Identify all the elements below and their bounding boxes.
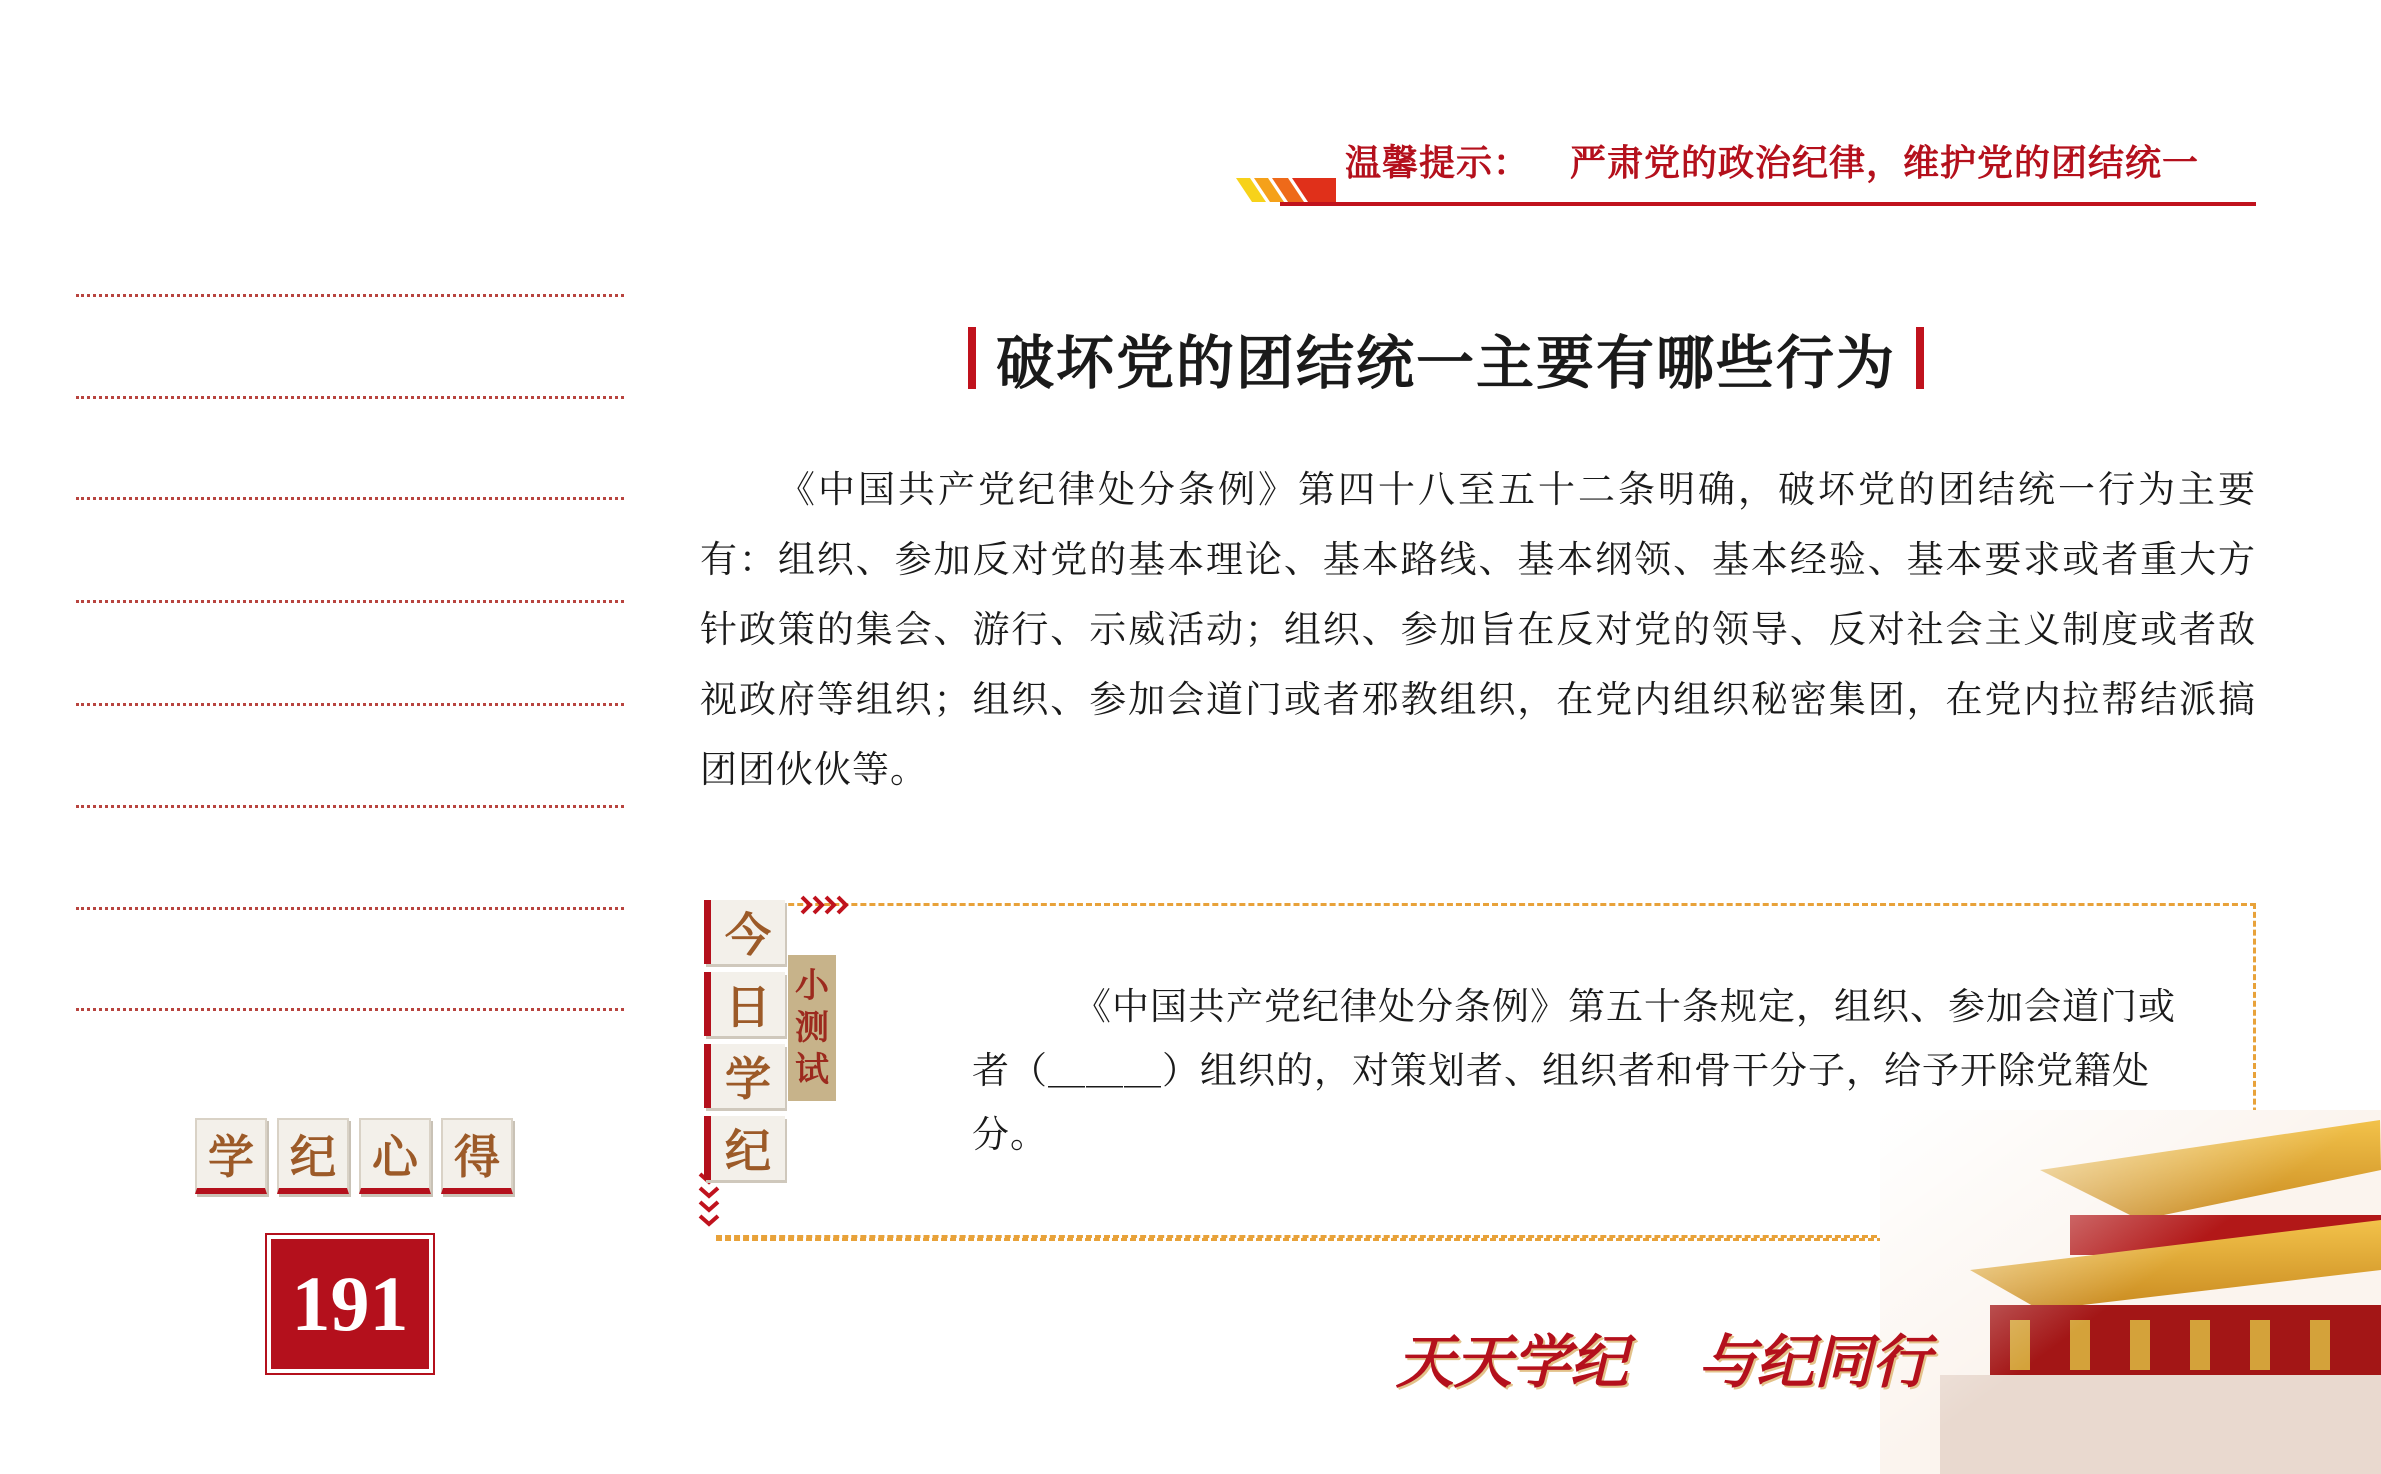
note-line bbox=[76, 805, 624, 808]
badge-char: 日 bbox=[704, 972, 785, 1036]
page-number-box bbox=[265, 1233, 435, 1375]
slogan-right: 与纪同行 bbox=[1698, 1328, 1931, 1396]
stamp-char: 学 bbox=[195, 1118, 267, 1194]
badge-char: 今 bbox=[704, 900, 785, 964]
quiz-question: 《中国共产党纪律处分条例》第五十条规定，组织、参加会道门或者（＿＿＿）组织的，对策划者、组织者和骨干分子，给予开除党籍处分。 bbox=[972, 985, 2176, 1156]
note-line bbox=[76, 294, 624, 297]
page-title: 破坏党的团结统一主要有哪些行为 bbox=[996, 329, 1897, 397]
slogan bbox=[1396, 1315, 1930, 1399]
page-number: 191 bbox=[271, 1239, 429, 1369]
note-line bbox=[76, 396, 624, 399]
stamp-char: 纪 bbox=[277, 1118, 349, 1194]
note-line bbox=[76, 703, 624, 706]
header-rule bbox=[1280, 202, 2256, 206]
mini-tag-char: 小 bbox=[795, 966, 829, 1006]
header-tip bbox=[1345, 140, 2255, 184]
title-bar-right bbox=[1916, 327, 1924, 389]
badge-char: 纪 bbox=[704, 1116, 785, 1180]
stamp-char: 得 bbox=[441, 1118, 513, 1194]
mini-quiz-tag bbox=[788, 955, 836, 1101]
stamp-char: 心 bbox=[359, 1118, 431, 1194]
mini-tag-char: 试 bbox=[795, 1050, 829, 1090]
mini-tag-char: 测 bbox=[795, 1008, 829, 1048]
page-title-row bbox=[968, 322, 1924, 397]
chevron-right-icon bbox=[800, 893, 854, 917]
tip-text: 严肃党的政治纪律，维护党的团结统一 bbox=[1570, 142, 2200, 184]
badge-char: 学 bbox=[704, 1044, 785, 1108]
slogan-left: 天天学纪 bbox=[1396, 1328, 1629, 1396]
study-notes-stamp bbox=[195, 1118, 513, 1194]
body-paragraph: 《中国共产党纪律处分条例》第四十八至五十二条明确，破坏党的团结统一行为主要有：组织、参加反对党的基本理论、基本路线、基本纲领、基本经验、基本要求或者重大方针政策的集会、游行、示威活动；组织、参加旨在反对党的领导、反对社会主义制度或者敌视政府等组织；组织、参加会道门或者邪教组织，在党内组织秘密集团，在党内拉帮结派搞团团伙伙等。 bbox=[700, 468, 2256, 791]
note-line bbox=[76, 1008, 624, 1011]
tip-label: 温馨提示： bbox=[1345, 142, 1531, 184]
note-line bbox=[76, 907, 624, 910]
tiananmen-gate-illustration bbox=[1880, 1110, 2381, 1474]
note-line bbox=[76, 497, 624, 500]
daily-study-badge bbox=[704, 900, 785, 1180]
title-bar-left bbox=[968, 327, 976, 389]
chevron-down-icon bbox=[697, 1172, 721, 1234]
note-line bbox=[76, 600, 624, 603]
